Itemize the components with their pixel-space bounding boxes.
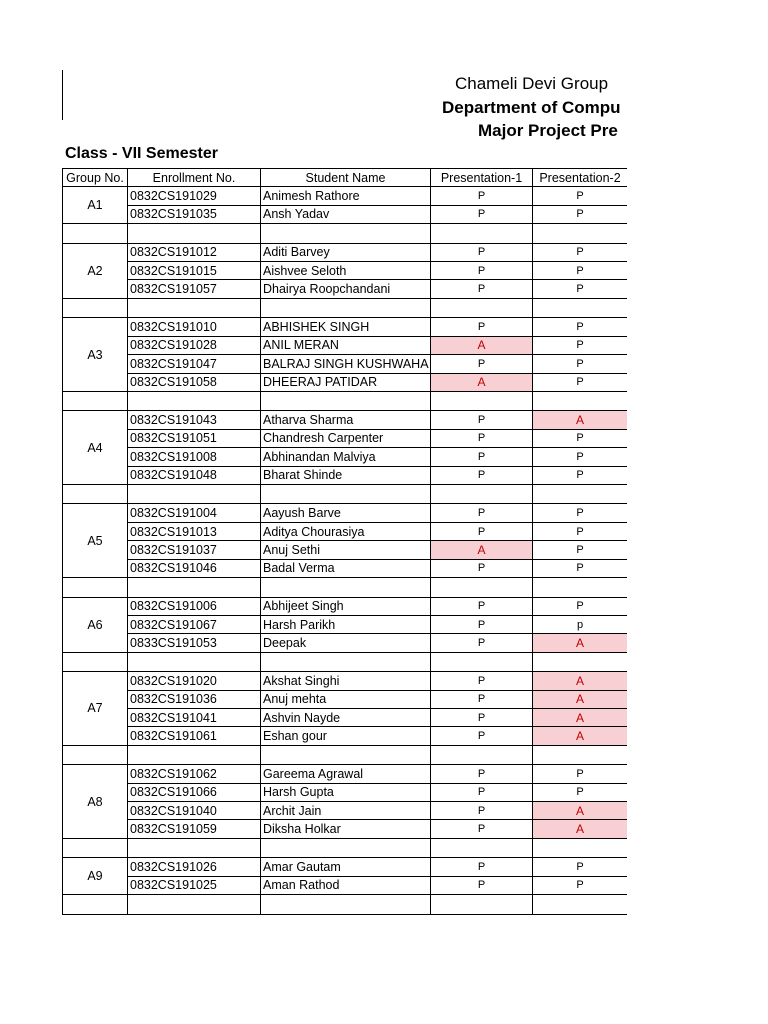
enrollment-cell[interactable]: 0832CS191061 bbox=[128, 727, 261, 745]
table-row bbox=[63, 429, 628, 447]
presentation-2-cell[interactable]: P bbox=[533, 280, 628, 298]
table-row bbox=[63, 765, 628, 783]
project-presentation-heading: Major Project Pre bbox=[478, 121, 618, 140]
presentation-2-cell[interactable]: P bbox=[533, 262, 628, 280]
student-name-cell[interactable]: Dhairya Roopchandani bbox=[261, 280, 431, 298]
student-name-cell[interactable]: Chandresh Carpenter bbox=[261, 429, 431, 447]
empty-cell[interactable] bbox=[261, 652, 431, 672]
empty-cell[interactable] bbox=[128, 224, 261, 244]
table-row bbox=[63, 411, 628, 429]
student-name-cell[interactable]: Atharva Sharma bbox=[261, 411, 431, 429]
table-row bbox=[63, 634, 628, 652]
empty-cell[interactable] bbox=[261, 224, 431, 244]
presentation-1-cell[interactable]: P bbox=[431, 820, 533, 838]
empty-cell[interactable] bbox=[533, 745, 628, 765]
empty-cell[interactable] bbox=[533, 578, 628, 598]
presentation-1-cell[interactable]: P bbox=[431, 783, 533, 801]
empty-cell[interactable] bbox=[128, 391, 261, 411]
empty-cell[interactable] bbox=[63, 745, 128, 765]
presentation-1-cell[interactable]: P bbox=[431, 708, 533, 726]
student-name-cell[interactable]: Aishvee Seloth bbox=[261, 262, 431, 280]
spacer-row bbox=[63, 838, 628, 858]
student-name-cell[interactable]: ANIL MERAN bbox=[261, 336, 431, 354]
presentation-2-cell[interactable]: P bbox=[533, 597, 628, 615]
enrollment-cell[interactable]: 0832CS191037 bbox=[128, 541, 261, 559]
table-row bbox=[63, 318, 628, 336]
student-name-cell[interactable]: Badal Verma bbox=[261, 559, 431, 577]
enrollment-cell[interactable]: 0832CS191020 bbox=[128, 672, 261, 690]
enrollment-cell[interactable]: 0832CS191012 bbox=[128, 243, 261, 261]
table-row bbox=[63, 243, 628, 261]
student-name-cell[interactable]: Akshat Singhi bbox=[261, 672, 431, 690]
presentation-2-cell[interactable]: P bbox=[533, 373, 628, 391]
presentation-1-cell[interactable]: P bbox=[431, 727, 533, 745]
presentation-2-cell[interactable]: P bbox=[533, 541, 628, 559]
empty-cell[interactable] bbox=[533, 224, 628, 244]
empty-cell[interactable] bbox=[533, 298, 628, 318]
empty-cell[interactable] bbox=[128, 298, 261, 318]
column-header-presentation-1[interactable]: Presentation-1 bbox=[431, 169, 533, 187]
table-row bbox=[63, 205, 628, 223]
empty-cell[interactable] bbox=[128, 745, 261, 765]
empty-cell[interactable] bbox=[261, 484, 431, 504]
empty-cell[interactable] bbox=[431, 652, 533, 672]
empty-cell[interactable] bbox=[63, 895, 128, 915]
presentation-2-cell[interactable]: p bbox=[533, 615, 628, 633]
presentation-2-cell[interactable]: P bbox=[533, 336, 628, 354]
attendance-table bbox=[62, 168, 628, 915]
column-header-group[interactable]: Group No. bbox=[63, 169, 128, 187]
empty-cell[interactable] bbox=[63, 578, 128, 598]
presentation-2-cell[interactable]: P bbox=[533, 858, 628, 876]
empty-cell[interactable] bbox=[63, 224, 128, 244]
presentation-1-cell[interactable]: P bbox=[431, 280, 533, 298]
enrollment-cell[interactable]: 0832CS191028 bbox=[128, 336, 261, 354]
student-name-cell[interactable]: Abhijeet Singh bbox=[261, 597, 431, 615]
presentation-1-cell[interactable]: P bbox=[431, 318, 533, 336]
spacer-row bbox=[63, 745, 628, 765]
empty-cell[interactable] bbox=[128, 895, 261, 915]
presentation-1-cell[interactable]: P bbox=[431, 765, 533, 783]
empty-cell[interactable] bbox=[431, 484, 533, 504]
empty-cell[interactable] bbox=[533, 484, 628, 504]
group-cell[interactable]: A5 bbox=[63, 504, 128, 578]
enrollment-cell[interactable]: 0832CS191015 bbox=[128, 262, 261, 280]
table-row bbox=[63, 876, 628, 894]
student-name-cell[interactable]: Anuj mehta bbox=[261, 690, 431, 708]
empty-cell[interactable] bbox=[128, 578, 261, 598]
table-row bbox=[63, 727, 628, 745]
presentation-2-cell[interactable]: P bbox=[533, 466, 628, 484]
empty-cell[interactable] bbox=[63, 298, 128, 318]
group-cell[interactable]: A9 bbox=[63, 858, 128, 895]
presentation-2-cell[interactable]: A bbox=[533, 802, 628, 820]
presentation-2-cell[interactable]: P bbox=[533, 783, 628, 801]
table-row bbox=[63, 690, 628, 708]
empty-cell[interactable] bbox=[261, 745, 431, 765]
group-cell[interactable]: A4 bbox=[63, 411, 128, 485]
header-row bbox=[63, 169, 628, 187]
empty-cell[interactable] bbox=[261, 578, 431, 598]
empty-cell[interactable] bbox=[128, 838, 261, 858]
student-name-cell[interactable]: Eshan gour bbox=[261, 727, 431, 745]
group-cell[interactable]: A1 bbox=[63, 187, 128, 224]
empty-cell[interactable] bbox=[431, 224, 533, 244]
student-name-cell[interactable]: Aayush Barve bbox=[261, 504, 431, 522]
presentation-2-cell[interactable]: P bbox=[533, 205, 628, 223]
empty-cell[interactable] bbox=[431, 578, 533, 598]
student-name-cell[interactable]: Aman Rathod bbox=[261, 876, 431, 894]
column-header-enrollment[interactable]: Enrollment No. bbox=[128, 169, 261, 187]
empty-cell[interactable] bbox=[128, 484, 261, 504]
spacer-row bbox=[63, 484, 628, 504]
presentation-1-cell[interactable]: P bbox=[431, 429, 533, 447]
cell-border-line bbox=[62, 70, 63, 120]
student-name-cell[interactable]: Deepak bbox=[261, 634, 431, 652]
student-name-cell[interactable]: Harsh Gupta bbox=[261, 783, 431, 801]
table-row bbox=[63, 448, 628, 466]
presentation-1-cell[interactable]: P bbox=[431, 355, 533, 373]
student-name-cell[interactable]: Amar Gautam bbox=[261, 858, 431, 876]
presentation-2-cell[interactable]: A bbox=[533, 411, 628, 429]
department-heading: Department of Compu bbox=[442, 98, 621, 117]
enrollment-cell[interactable]: 0832CS191029 bbox=[128, 187, 261, 205]
presentation-1-cell[interactable]: P bbox=[431, 522, 533, 540]
student-name-cell[interactable]: Bharat Shinde bbox=[261, 466, 431, 484]
student-name-cell[interactable]: Ashvin Nayde bbox=[261, 708, 431, 726]
empty-cell[interactable] bbox=[533, 895, 628, 915]
presentation-2-cell[interactable]: P bbox=[533, 355, 628, 373]
spacer-row bbox=[63, 298, 628, 318]
group-cell[interactable]: A6 bbox=[63, 597, 128, 652]
table-row bbox=[63, 466, 628, 484]
enrollment-cell[interactable]: 0832CS191004 bbox=[128, 504, 261, 522]
presentation-2-cell[interactable]: A bbox=[533, 727, 628, 745]
presentation-2-cell[interactable]: P bbox=[533, 876, 628, 894]
presentation-2-cell[interactable]: P bbox=[533, 187, 628, 205]
presentation-1-cell[interactable]: P bbox=[431, 559, 533, 577]
empty-cell[interactable] bbox=[533, 652, 628, 672]
table-row bbox=[63, 597, 628, 615]
table-row bbox=[63, 615, 628, 633]
presentation-1-cell[interactable]: A bbox=[431, 373, 533, 391]
presentation-1-cell[interactable]: P bbox=[431, 615, 533, 633]
enrollment-cell[interactable]: 0832CS191026 bbox=[128, 858, 261, 876]
presentation-1-cell[interactable]: P bbox=[431, 858, 533, 876]
empty-cell[interactable] bbox=[63, 652, 128, 672]
table-row bbox=[63, 541, 628, 559]
group-cell[interactable]: A2 bbox=[63, 243, 128, 298]
student-name-cell[interactable]: DHEERAJ PATIDAR bbox=[261, 373, 431, 391]
enrollment-cell[interactable]: 0832CS191010 bbox=[128, 318, 261, 336]
presentation-2-cell[interactable]: P bbox=[533, 318, 628, 336]
presentation-1-cell[interactable]: P bbox=[431, 672, 533, 690]
empty-cell[interactable] bbox=[431, 745, 533, 765]
table-row bbox=[63, 504, 628, 522]
presentation-2-cell[interactable]: P bbox=[533, 504, 628, 522]
enrollment-cell[interactable]: 0832CS191036 bbox=[128, 690, 261, 708]
group-cell[interactable]: A7 bbox=[63, 672, 128, 746]
student-name-cell[interactable]: Aditi Barvey bbox=[261, 243, 431, 261]
table-row bbox=[63, 858, 628, 876]
empty-cell[interactable] bbox=[533, 838, 628, 858]
table-row bbox=[63, 672, 628, 690]
enrollment-cell[interactable]: 0832CS191008 bbox=[128, 448, 261, 466]
enrollment-cell[interactable]: 0832CS191043 bbox=[128, 411, 261, 429]
presentation-1-cell[interactable]: P bbox=[431, 411, 533, 429]
presentation-2-cell[interactable]: P bbox=[533, 429, 628, 447]
student-name-cell[interactable]: Aditya Chourasiya bbox=[261, 522, 431, 540]
student-name-cell[interactable]: Harsh Parikh bbox=[261, 615, 431, 633]
enrollment-cell[interactable]: 0832CS191051 bbox=[128, 429, 261, 447]
presentation-1-cell[interactable]: P bbox=[431, 690, 533, 708]
college-name-heading: Chameli Devi Group bbox=[455, 74, 609, 93]
empty-cell[interactable] bbox=[533, 391, 628, 411]
enrollment-cell[interactable]: 0832CS191057 bbox=[128, 280, 261, 298]
presentation-2-cell[interactable]: P bbox=[533, 522, 628, 540]
empty-cell[interactable] bbox=[431, 298, 533, 318]
enrollment-cell[interactable]: 0832CS191046 bbox=[128, 559, 261, 577]
empty-cell[interactable] bbox=[431, 838, 533, 858]
empty-cell[interactable] bbox=[431, 895, 533, 915]
spacer-row bbox=[63, 578, 628, 598]
enrollment-cell[interactable]: 0832CS191062 bbox=[128, 765, 261, 783]
presentation-1-cell[interactable]: P bbox=[431, 448, 533, 466]
table-row bbox=[63, 522, 628, 540]
empty-cell[interactable] bbox=[261, 298, 431, 318]
presentation-1-cell[interactable]: P bbox=[431, 466, 533, 484]
empty-cell[interactable] bbox=[261, 838, 431, 858]
table-row bbox=[63, 708, 628, 726]
empty-cell[interactable] bbox=[63, 391, 128, 411]
spacer-row bbox=[63, 895, 628, 915]
presentation-1-cell[interactable]: A bbox=[431, 336, 533, 354]
presentation-1-cell[interactable]: P bbox=[431, 504, 533, 522]
presentation-1-cell[interactable]: P bbox=[431, 876, 533, 894]
empty-cell[interactable] bbox=[63, 484, 128, 504]
student-name-cell[interactable]: Animesh Rathore bbox=[261, 187, 431, 205]
student-name-cell[interactable]: Diksha Holkar bbox=[261, 820, 431, 838]
class-label: Class - VII Semester bbox=[65, 145, 218, 162]
spacer-row bbox=[63, 391, 628, 411]
presentation-2-cell[interactable]: A bbox=[533, 708, 628, 726]
group-cell[interactable]: A3 bbox=[63, 318, 128, 392]
presentation-1-cell[interactable]: P bbox=[431, 187, 533, 205]
empty-cell[interactable] bbox=[261, 391, 431, 411]
presentation-2-cell[interactable]: A bbox=[533, 690, 628, 708]
table-row bbox=[63, 783, 628, 801]
student-name-cell[interactable]: ABHISHEK SINGH bbox=[261, 318, 431, 336]
table-row bbox=[63, 373, 628, 391]
table-row bbox=[63, 262, 628, 280]
enrollment-cell[interactable]: 0832CS191067 bbox=[128, 615, 261, 633]
enrollment-cell[interactable]: 0832CS191066 bbox=[128, 783, 261, 801]
student-name-cell[interactable]: Ansh Yadav bbox=[261, 205, 431, 223]
table-row bbox=[63, 187, 628, 205]
table-row bbox=[63, 280, 628, 298]
enrollment-cell[interactable]: 0832CS191025 bbox=[128, 876, 261, 894]
enrollment-cell[interactable]: 0832CS191047 bbox=[128, 355, 261, 373]
table-body bbox=[63, 187, 628, 914]
student-name-cell[interactable]: Archit Jain bbox=[261, 802, 431, 820]
enrollment-cell[interactable]: 0832CS191040 bbox=[128, 802, 261, 820]
empty-cell[interactable] bbox=[431, 391, 533, 411]
presentation-2-cell[interactable]: A bbox=[533, 634, 628, 652]
presentation-2-cell[interactable]: P bbox=[533, 559, 628, 577]
spacer-row bbox=[63, 652, 628, 672]
enrollment-cell[interactable]: 0833CS191053 bbox=[128, 634, 261, 652]
column-header-presentation-2[interactable]: Presentation-2 bbox=[533, 169, 628, 187]
presentation-2-cell[interactable]: P bbox=[533, 765, 628, 783]
enrollment-cell[interactable]: 0832CS191013 bbox=[128, 522, 261, 540]
presentation-2-cell[interactable]: A bbox=[533, 672, 628, 690]
presentation-2-cell[interactable]: P bbox=[533, 243, 628, 261]
presentation-1-cell[interactable]: P bbox=[431, 262, 533, 280]
enrollment-cell[interactable]: 0832CS191006 bbox=[128, 597, 261, 615]
group-cell[interactable]: A8 bbox=[63, 765, 128, 839]
student-name-cell[interactable]: BALRAJ SINGH KUSHWAHA bbox=[261, 355, 431, 373]
table-row bbox=[63, 820, 628, 838]
presentation-1-cell[interactable]: A bbox=[431, 541, 533, 559]
presentation-1-cell[interactable]: P bbox=[431, 802, 533, 820]
presentation-1-cell[interactable]: P bbox=[431, 634, 533, 652]
presentation-2-cell[interactable]: A bbox=[533, 820, 628, 838]
student-name-cell[interactable]: Anuj Sethi bbox=[261, 541, 431, 559]
table-row bbox=[63, 802, 628, 820]
empty-cell[interactable] bbox=[63, 838, 128, 858]
empty-cell[interactable] bbox=[128, 652, 261, 672]
table-row bbox=[63, 559, 628, 577]
enrollment-cell[interactable]: 0832CS191058 bbox=[128, 373, 261, 391]
enrollment-cell[interactable]: 0832CS191041 bbox=[128, 708, 261, 726]
empty-cell[interactable] bbox=[261, 895, 431, 915]
enrollment-cell[interactable]: 0832CS191048 bbox=[128, 466, 261, 484]
student-name-cell[interactable]: Abhinandan Malviya bbox=[261, 448, 431, 466]
presentation-1-cell[interactable]: P bbox=[431, 597, 533, 615]
presentation-1-cell[interactable]: P bbox=[431, 243, 533, 261]
enrollment-cell[interactable]: 0832CS191059 bbox=[128, 820, 261, 838]
presentation-2-cell[interactable]: P bbox=[533, 448, 628, 466]
column-header-student-name[interactable]: Student Name bbox=[261, 169, 431, 187]
enrollment-cell[interactable]: 0832CS191035 bbox=[128, 205, 261, 223]
table-row bbox=[63, 355, 628, 373]
table-row bbox=[63, 336, 628, 354]
spacer-row bbox=[63, 224, 628, 244]
viewport-clip bbox=[627, 60, 768, 960]
presentation-1-cell[interactable]: P bbox=[431, 205, 533, 223]
student-name-cell[interactable]: Gareema Agrawal bbox=[261, 765, 431, 783]
